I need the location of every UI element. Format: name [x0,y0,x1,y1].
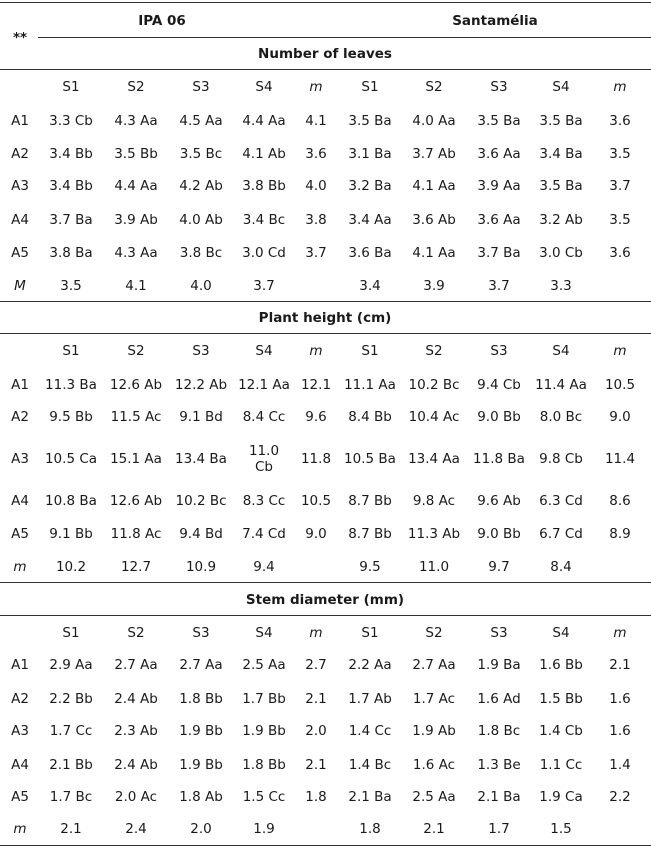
column-header-mean: m [309,343,323,359]
table-cell: 4.1 [305,113,327,129]
table-cell: 13.4 Aa [408,451,460,467]
top-rule [0,2,651,3]
column-header-s3: S3 [490,625,508,641]
section-title-rule [0,333,651,334]
table-cell: 4.0 [305,178,327,194]
mean-cell: 10.9 [185,559,217,575]
table-cell: 3.0 Cd [242,245,286,261]
table-cell: 9.6 Ab [477,493,521,509]
table-cell: 11.8 [300,451,332,467]
table-cell: 3.6 Ba [348,245,392,261]
table-cell: 4.0 Aa [412,113,456,129]
row-label-a1: A1 [11,377,29,393]
table-cell: 12.6 Ab [109,377,163,393]
table-cell: 1.4 Cc [348,723,392,739]
table-cell: 1.3 Be [477,757,521,773]
table-cell: 3.4 Ba [539,146,583,162]
table-cell: 4.5 Aa [179,113,223,129]
column-header-s2: S2 [127,625,145,641]
section-title: Plant height (cm) [258,310,392,326]
table-cell: 11.1 Aa [344,377,396,393]
mean-cell: 2.4 [125,821,147,837]
table-cell: 2.4 Ab [114,757,158,773]
table-cell: 1.9 Bb [242,723,286,739]
table-cell: 10.5 Ca [44,451,98,467]
table-cell: 3.0 Cb [539,245,583,261]
column-header-s3: S3 [192,79,210,95]
table-cell: 9.0 Bb [477,526,521,542]
table-cell: 2.1 [305,691,327,707]
table-cell: 3.5 Ba [348,113,392,129]
table-cell: 11.3 Ab [407,526,461,542]
table-cell: 1.1 Cc [539,757,583,773]
table-cell: 9.1 Bb [49,526,93,542]
table-cell: 2.7 [305,657,327,673]
table-cell: 2.2 [609,789,631,805]
table-cell: 12.1 Aa [238,377,290,393]
table-cell: 1.6 Ac [412,757,456,773]
section-end-rule [0,301,651,302]
table-cell: 9.0 [305,526,327,542]
table-cell: 3.4 Bc [242,212,286,228]
table-cell: 3.8 [305,212,327,228]
mean-cell: 9.4 [253,559,275,575]
table-cell: 11.4 [604,451,636,467]
column-header-s1: S1 [62,79,80,95]
row-label-a5: A5 [11,789,29,805]
table-cell: 10.5 [604,377,636,393]
table-cell: 3.5 Bc [179,146,223,162]
table-cell: 2.0 Ac [114,789,158,805]
table-cell: 9.0 [609,409,631,425]
table-cell: 2.3 Ab [114,723,158,739]
column-header-s1: S1 [361,625,379,641]
row-label-a4: A4 [11,493,29,509]
mean-cell: 1.9 [253,821,275,837]
table-cell: 3.5 Ba [539,113,583,129]
table-cell: 3.5 [609,146,631,162]
table-cell: 9.1 Bd [179,409,223,425]
table-cell: 2.1 [609,657,631,673]
table-cell: 11.4 Aa [535,377,587,393]
table-cell: 3.8 Bc [179,245,223,261]
mean-cell: 9.5 [359,559,381,575]
row-label-a3: A3 [11,451,29,467]
table-cell: 9.6 [305,409,327,425]
mean-cell: 2.1 [60,821,82,837]
table-cell: 3.2 Ba [348,178,392,194]
table-cell: 6.7 Cd [539,526,583,542]
table-cell: 2.1 Ba [348,789,392,805]
table-cell: 3.4 Aa [348,212,392,228]
cultivar-header-ipa06: IPA 06 [138,13,186,29]
table-cell: 1.6 [609,691,631,707]
mean-row-label: m [13,559,27,575]
column-header-s4: S4 [552,79,570,95]
column-header-s1: S1 [62,625,80,641]
table-cell: 8.4 Bb [348,409,392,425]
table-cell: 3.6 Aa [477,212,521,228]
table-cell: 3.7 Ba [477,245,521,261]
table-cell: 8.6 [609,493,631,509]
table-cell: 1.7 Bb [242,691,286,707]
table-cell: 1.5 Cc [242,789,286,805]
column-header-mean: m [309,625,323,641]
mean-cell: 3.3 [550,278,572,294]
column-header-s4: S4 [552,343,570,359]
table-cell: 2.7 Aa [114,657,158,673]
table-cell: 1.5 Bb [539,691,583,707]
table-cell: 3.6 Aa [477,146,521,162]
table-cell: 4.2 Ab [179,178,223,194]
cultivar-header-rule [38,37,651,38]
table-cell: 11.5 Ac [110,409,162,425]
table-cell: 3.7 [609,178,631,194]
table-cell: 3.7 Ba [49,212,93,228]
table-cell: 3.6 [609,113,631,129]
column-header-s2: S2 [127,343,145,359]
table-cell: 6.3 Cd [539,493,583,509]
table-cell: 2.7 Aa [412,657,456,673]
table-cell: 3.5 Ba [477,113,521,129]
table-cell: 3.2 Ab [539,212,583,228]
table-cell: 4.4 Aa [242,113,286,129]
table-cell: 2.1 Bb [49,757,93,773]
section-end-rule [0,845,651,846]
column-header-s1: S1 [361,79,379,95]
table-cell: 9.0 Bb [477,409,521,425]
table-cell: 12.6 Ab [109,493,163,509]
mean-cell: 4.0 [190,278,212,294]
section-title: Number of leaves [258,46,392,62]
table-cell: 3.5 [609,212,631,228]
table-cell: 10.4 Ac [408,409,460,425]
table-cell: 3.8 Ba [49,245,93,261]
column-header-mean: m [613,79,627,95]
table-cell: 1.4 [609,757,631,773]
table-cell: 3.7 Ab [412,146,456,162]
mean-cell: 1.5 [550,821,572,837]
mean-cell: 11.0 [418,559,450,575]
table-cell: 10.5 Ba [344,451,396,467]
column-header-s4: S4 [255,625,273,641]
table-cell: 8.0 Bc [539,409,583,425]
table-cell: 8.9 [609,526,631,542]
table-cell: 3.6 [609,245,631,261]
table-cell: 3.7 [305,245,327,261]
table-cell: 3.5 Ba [539,178,583,194]
table-cell: 9.8 Ac [412,493,456,509]
table-cell: 3.6 Ab [412,212,456,228]
row-label-a1: A1 [11,657,29,673]
table-cell: 4.1 Ab [242,146,286,162]
row-label-a2: A2 [11,409,29,425]
column-header-s2: S2 [425,79,443,95]
column-header-s4: S4 [255,79,273,95]
table-cell: 11.8 Ac [110,526,162,542]
table-cell: 1.9 Ca [539,789,583,805]
column-header-s2: S2 [425,343,443,359]
table-cell: 3.4 Bb [49,146,93,162]
column-header-s3: S3 [192,625,210,641]
table-cell: 2.1 [305,757,327,773]
mean-cell: 8.4 [550,559,572,575]
table-cell: 2.5 Aa [412,789,456,805]
table-cell: 3.5 Bb [114,146,158,162]
table-cell: 12.1 [300,377,332,393]
row-label-a4: A4 [11,757,29,773]
mean-cell: 1.7 [488,821,510,837]
table-cell: 2.5 Aa [242,657,286,673]
table-cell: 2.4 Ab [114,691,158,707]
table-cell: 7.4 Cd [242,526,286,542]
table-cell: 15.1 Aa [110,451,162,467]
table-cell: 2.2 Bb [49,691,93,707]
column-header-s1: S1 [361,343,379,359]
mean-cell: 1.8 [359,821,381,837]
section-title: Stem diameter (mm) [245,592,405,608]
mean-cell: 2.0 [190,821,212,837]
column-header-s3: S3 [490,343,508,359]
table-cell: 13.4 Ba [175,451,227,467]
mean-cell: 3.4 [359,278,381,294]
table-cell: 8.4 Cc [242,409,286,425]
table-cell: 4.1 Aa [412,178,456,194]
table-cell: 1.8 Bb [242,757,286,773]
row-label-a3: A3 [11,178,29,194]
mean-cell: 3.7 [488,278,510,294]
table-cell: 1.4 Cb [539,723,583,739]
table-cell: 4.3 Aa [114,113,158,129]
table-cell: 1.6 Ad [477,691,521,707]
mean-row-label: m [13,821,27,837]
table-cell: 10.5 [300,493,332,509]
table-cell: 8.7 Bb [348,493,392,509]
table-cell: 2.9 Aa [49,657,93,673]
column-header-s4: S4 [255,343,273,359]
mean-row-label: M [14,278,26,294]
column-header-mean: m [613,625,627,641]
table-cell: 10.8 Ba [45,493,97,509]
column-header-mean: m [309,79,323,95]
table-cell: 1.4 Bc [348,757,392,773]
table-cell: 4.1 Aa [412,245,456,261]
column-header-mean: m [613,343,627,359]
table-cell: 1.7 Cc [49,723,93,739]
table-cell: 1.7 Ac [412,691,456,707]
table-cell: 12.2 Ab [174,377,228,393]
row-label-a2: A2 [11,146,29,162]
table-cell: 1.8 [305,789,327,805]
mean-cell: 3.5 [60,278,82,294]
table-cell: 2.2 Aa [348,657,392,673]
table-cell: 3.4 Bb [49,178,93,194]
table-cell: 1.8 Bb [179,691,223,707]
table-cell: 3.1 Ba [348,146,392,162]
table-cell: 11.3 Ba [45,377,97,393]
table-cell: 10.2 Bc [175,493,227,509]
table-cell: 11.0 Cb [248,443,280,475]
column-header-s2: S2 [127,79,145,95]
table-cell: 3.8 Bb [242,178,286,194]
table-cell: 8.3 Cc [242,493,286,509]
table-cell: 9.4 Bd [179,526,223,542]
table-cell: 9.5 Bb [49,409,93,425]
table-cell: 1.9 Bb [179,723,223,739]
table-cell: 1.6 Bb [539,657,583,673]
section-title-rule [0,615,651,616]
table-cell: 1.9 Ba [477,657,521,673]
table-cell: 2.1 Ba [477,789,521,805]
column-header-s3: S3 [192,343,210,359]
mean-cell: 3.9 [423,278,445,294]
row-label-a3: A3 [11,723,29,739]
table-cell: 11.8 Ba [473,451,525,467]
row-label-a5: A5 [11,526,29,542]
table-cell: 1.8 Ab [179,789,223,805]
mean-cell: 2.1 [423,821,445,837]
table-cell: 4.3 Aa [114,245,158,261]
table-cell: 4.4 Aa [114,178,158,194]
table-cell: 1.9 Bb [179,757,223,773]
table-cell: 3.9 Aa [477,178,521,194]
column-header-s3: S3 [490,79,508,95]
table-cell: 1.8 Bc [477,723,521,739]
table-cell: 9.8 Cb [539,451,583,467]
column-header-s4: S4 [552,625,570,641]
row-label-a5: A5 [11,245,29,261]
table-cell: 2.0 [305,723,327,739]
table-cell: 9.4 Cb [477,377,521,393]
table-cell: 1.6 [609,723,631,739]
cultivar-header-santamelia: Santamélia [452,13,538,29]
table-cell: 10.2 Bc [408,377,460,393]
table-cell: 1.7 Bc [49,789,93,805]
table-cell: 1.7 Ab [348,691,392,707]
table-cell: 2.7 Aa [179,657,223,673]
row-label-a1: A1 [11,113,29,129]
corner-label: ** [12,30,28,46]
mean-cell: 10.2 [55,559,87,575]
mean-cell: 9.7 [488,559,510,575]
table-cell: 4.0 Ab [179,212,223,228]
row-label-a2: A2 [11,691,29,707]
column-header-s1: S1 [62,343,80,359]
mean-cell: 3.7 [253,278,275,294]
table-cell: 3.3 Cb [49,113,93,129]
table-cell: 3.9 Ab [114,212,158,228]
table-cell: 3.6 [305,146,327,162]
column-header-s2: S2 [425,625,443,641]
table-cell: 1.9 Ab [412,723,456,739]
section-title-rule [0,69,651,70]
mean-cell: 4.1 [125,278,147,294]
section-end-rule [0,582,651,583]
row-label-a4: A4 [11,212,29,228]
mean-cell: 12.7 [120,559,152,575]
table-cell: 8.7 Bb [348,526,392,542]
